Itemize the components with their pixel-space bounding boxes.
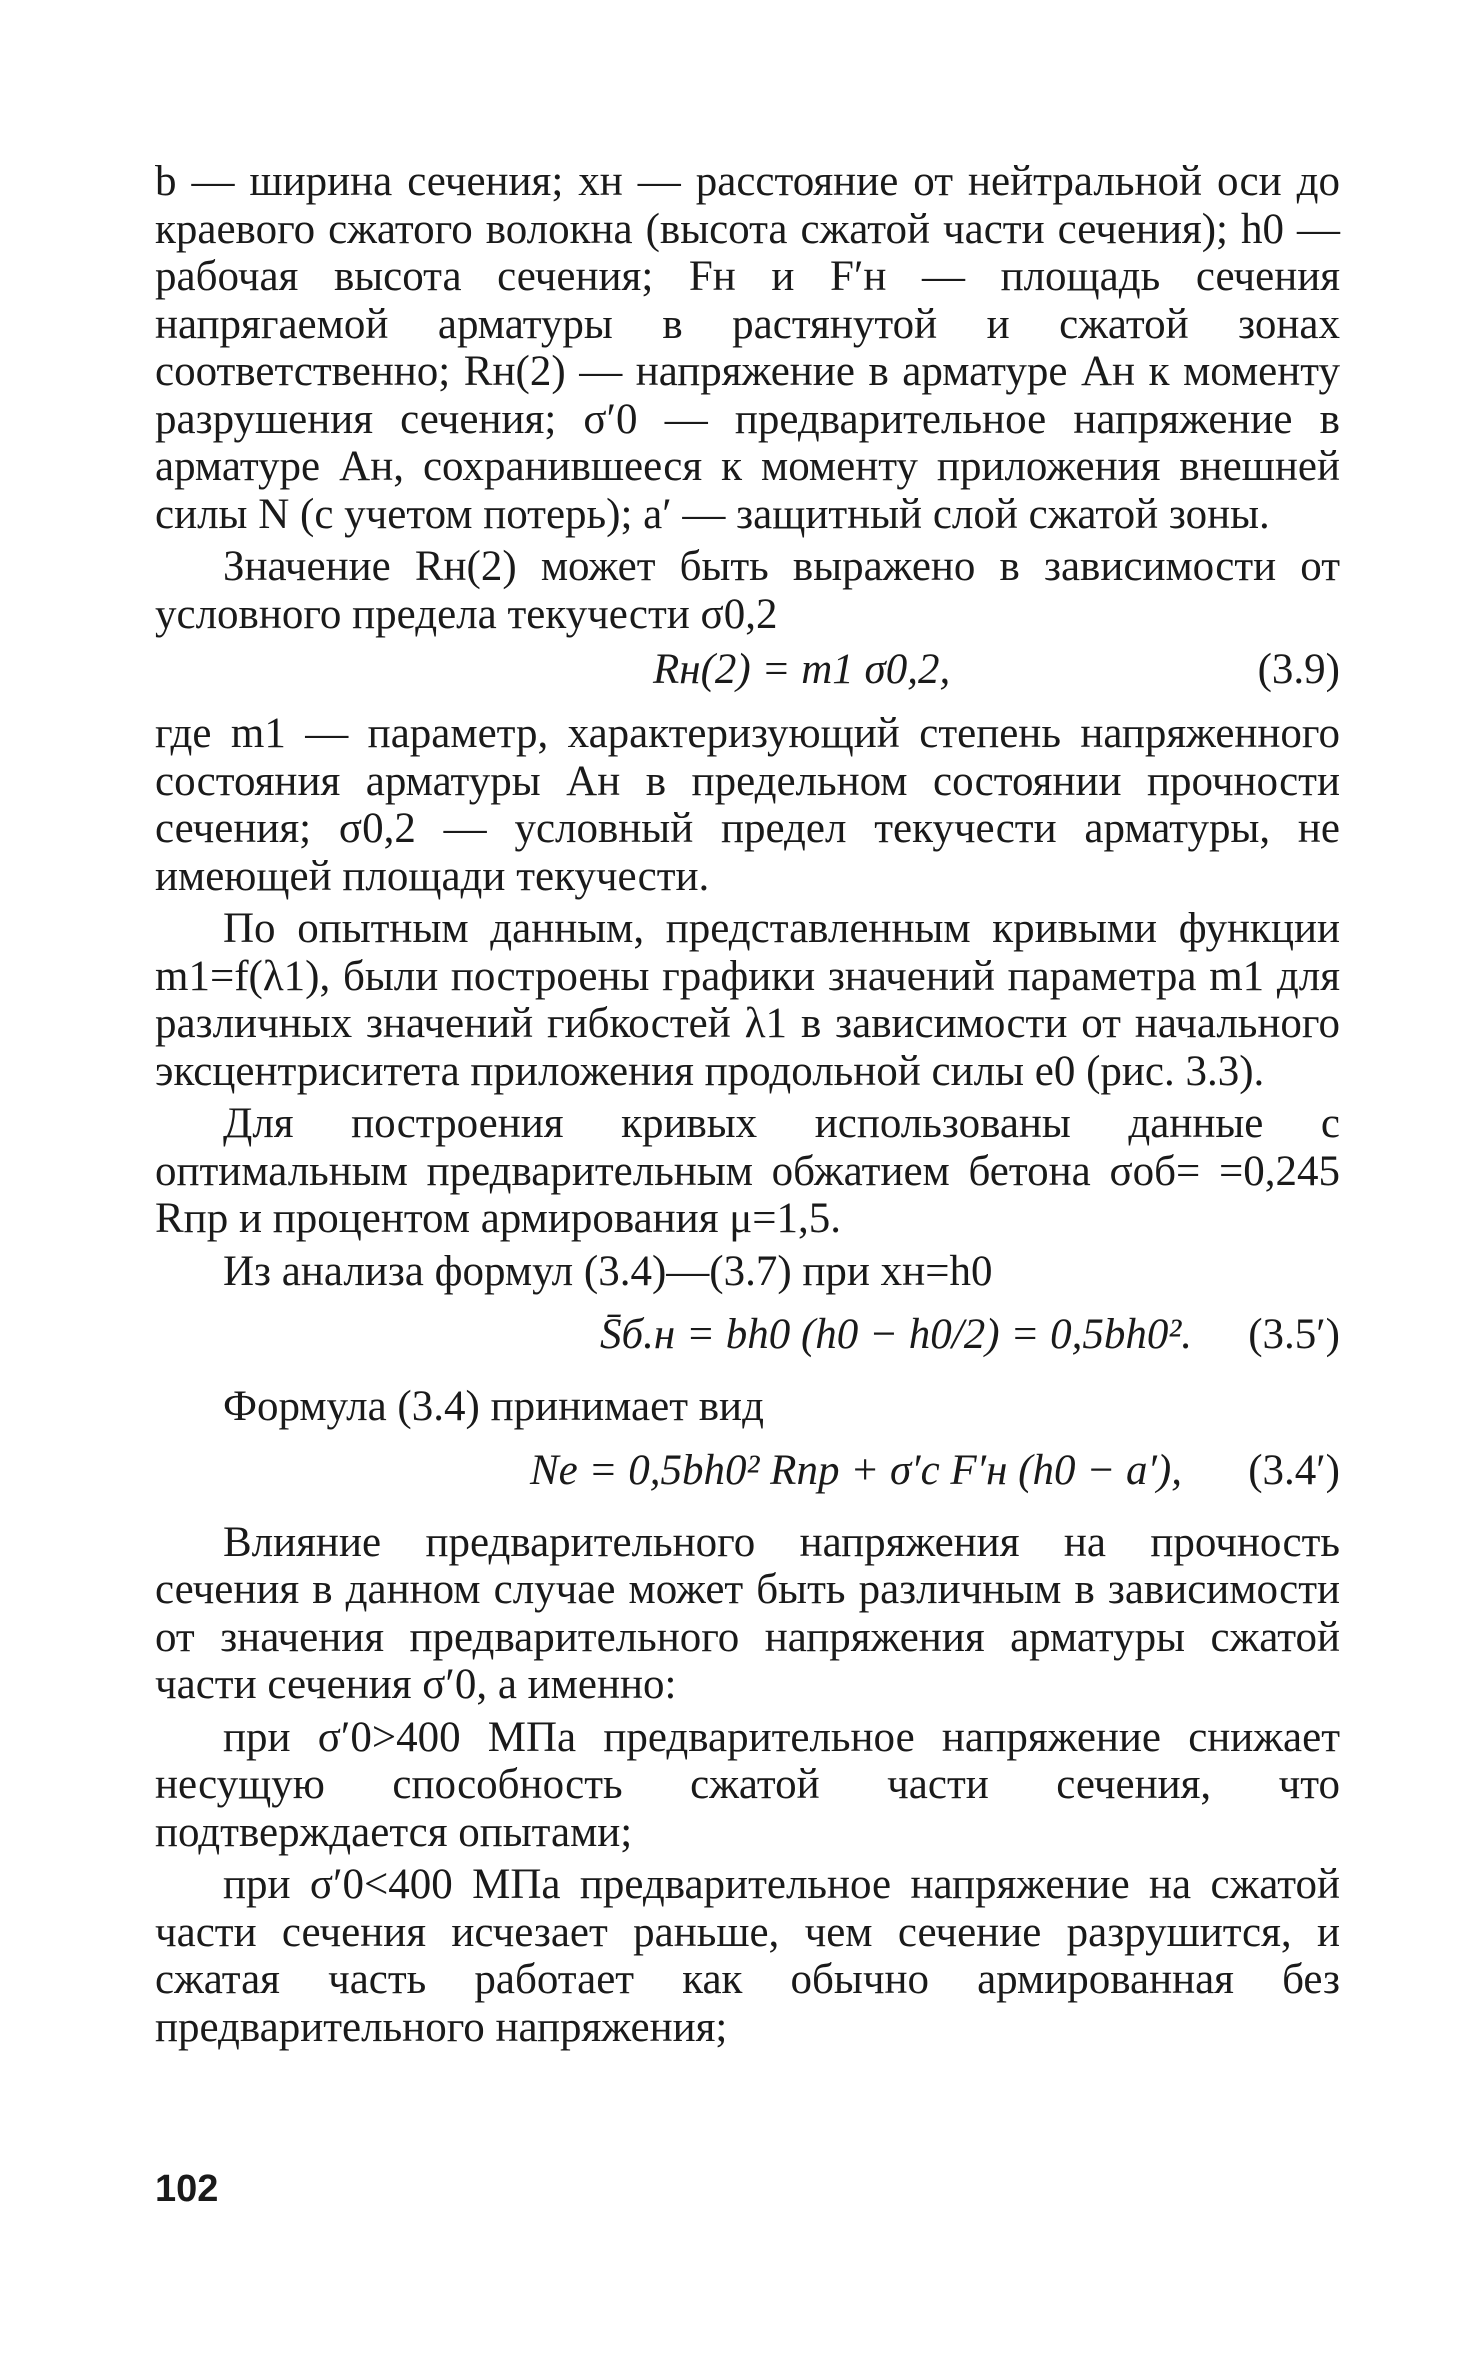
- page-number: 102: [155, 2168, 219, 2210]
- paragraph-case-above-400: при σ′0>400 МПа предварительное напряжение снижает несущую способность сжатой части сечения, что подтверждается опытами;: [155, 1713, 1340, 1856]
- formula-3-9-number: (3.9): [1257, 646, 1340, 693]
- paragraph-m1-definition: где m1 — параметр, характеризующий степень напряженного состояния арматуры Aн в предельном состоянии прочности сечения; σ0,2 — условный предел текучести арматуры, не имеющей площади текучести.: [155, 710, 1340, 900]
- formula-3-4-prime: [155, 1431, 1340, 1519]
- paragraph-formula-form: Формула (3.4) принимает вид: [223, 1383, 764, 1430]
- formula-3-4-prime-expression: Ne = 0,5bh0² Rпр + σ′c F′н (h0 − a′),: [530, 1446, 1182, 1494]
- formula-3-9-expression: Rн(2) = m1 σ0,2,: [653, 646, 951, 693]
- formula-3-9: [155, 638, 1340, 710]
- paragraph-experimental-data: По опытным данным, представленным кривыми функции m1=f(λ1), были построены графики значений параметра m1 для различных значений гибкостей λ1 в зависимости от начального эксцентриситета приложения продольной силы e0 (рис. 3.3).: [155, 905, 1340, 1095]
- formula-3-5-prime-expression: S̄б.н = bh0 (h0 − h0/2) = 0,5bh0².: [600, 1311, 1192, 1358]
- formula-3-5-prime: [155, 1295, 1340, 1383]
- paragraph-curve-construction: Для построения кривых использованы данные с оптимальным предварительным обжатием бетона σоб= =0,245 Rпр и процентом армирования μ=1,5.: [155, 1100, 1340, 1242]
- formula-3-5-prime-number: (3.5′): [1248, 1311, 1340, 1358]
- paragraph-formula-analysis: Из анализа формул (3.4)—(3.7) при xн=h0: [223, 1247, 993, 1295]
- paragraph-rn2-value: Значение Rн(2) может быть выражено в зависимости от условного предела текучести σ0,2: [155, 543, 1340, 638]
- main-text: [155, 158, 1340, 2051]
- paragraph-prestress-influence: Влияние предварительного напряжения на прочность сечения в данном случае может быть различным в зависимости от значения предварительного напряжения арматуры сжатой части сечения σ′0, а именно:: [155, 1518, 1340, 1708]
- formula-3-4-prime-number: (3.4′): [1248, 1446, 1340, 1494]
- paragraph-definitions: b — ширина сечения; xн — расстояние от нейтральной оси до краевого сжатого волокна (высота сжатой части сечения); h0 — рабочая высота сечения; Fн и F′н — площадь сечения напрягаемой арматуры в растянутой и сжатой зонах соответственно; Rн(2) — напряжение в арматуре Aн к моменту разрушения сечения; σ′0 — предварительное напряжение в арматуре Aн, сохранившееся к моменту приложения внешней силы N (с учетом потерь); a′ — защитный слой сжатой зоны.: [155, 158, 1340, 538]
- paragraph-case-below-400: при σ′0<400 МПа предварительное напряжение на сжатой части сечения исчезает раньше, чем сечение разрушится, и сжатая часть работает как обычно армированная без предварительного напряжения;: [155, 1861, 1340, 2051]
